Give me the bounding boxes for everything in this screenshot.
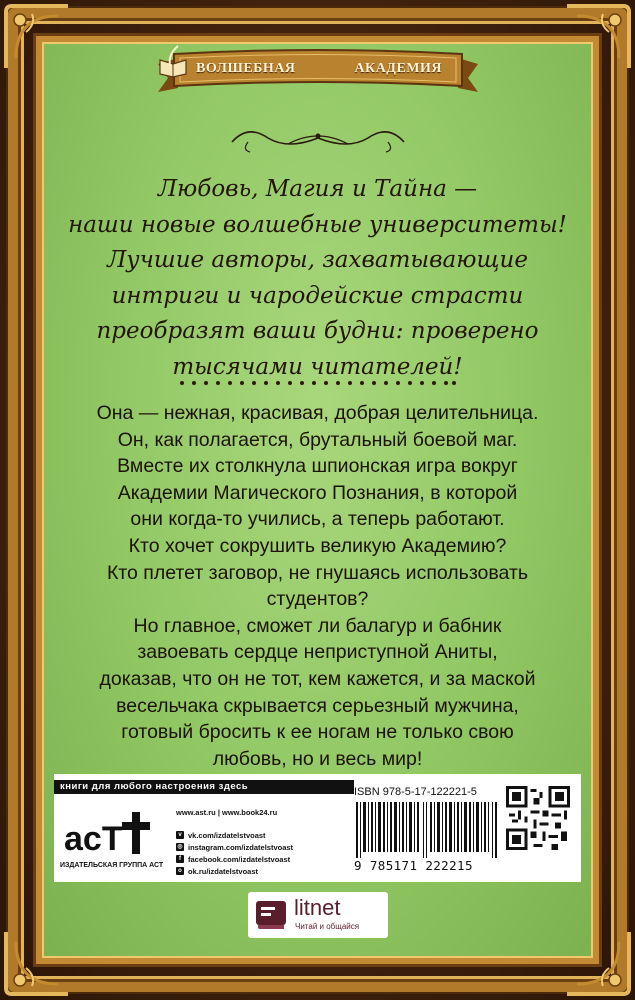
litnet-name: litnet xyxy=(294,895,341,920)
tagline-line: интриги и чародейские страсти xyxy=(111,282,524,309)
barcode xyxy=(354,802,500,858)
social-link-ok[interactable]: o ok.ru/izdatelstvoast xyxy=(176,865,293,877)
tagline-line: Лучшие авторы, захватывающие xyxy=(107,247,528,273)
blurb-line: они когда-то учились, а теперь работают. xyxy=(130,508,505,531)
qr-code-icon[interactable] xyxy=(506,786,570,850)
instagram-icon: ◎ xyxy=(177,844,183,850)
publisher-slogan: книги для любого настроения здесь xyxy=(54,780,354,794)
blurb-line: Он, как полагается, брутальный боевой маг. xyxy=(117,428,518,451)
barcode-number: 9 785171 222215 xyxy=(354,858,473,873)
social-link-instagram[interactable]: ◎ instagram.com/izdatelstvoast xyxy=(177,842,294,852)
ok-icon: o xyxy=(176,867,184,875)
corner-ornament-icon xyxy=(563,2,633,72)
ast-logo-icon xyxy=(62,808,152,858)
ast-logo-text: acT xyxy=(64,820,123,858)
social-link-facebook[interactable]: f facebook.com/izdatelstvoast xyxy=(176,853,293,865)
blurb-line: готовый бросить к ее ногам не только свою xyxy=(121,721,514,744)
blurb-line: Кто плетет заговор, не гнушаясь использовать xyxy=(106,561,529,584)
vk-icon: v xyxy=(176,831,184,839)
banner-left-word: ВОЛШЕБНАЯ xyxy=(196,61,296,76)
publisher-links xyxy=(176,808,293,877)
flourish-ornament-icon xyxy=(228,120,408,156)
facebook-icon: f xyxy=(176,855,184,863)
corner-ornament-icon xyxy=(2,928,72,998)
litnet-book-icon xyxy=(254,898,288,932)
litnet-slogan: Читай и общайся xyxy=(295,922,360,931)
series-tagline xyxy=(60,172,575,385)
blurb-line: доказав, что он не тот, кем кажется, и за маской xyxy=(99,667,536,690)
tagline-line: Любовь, Магия и Тайна — xyxy=(157,176,478,202)
litnet-badge[interactable] xyxy=(248,892,388,938)
isbn-label: ISBN 978-5-17-122221-5 xyxy=(354,786,477,798)
publisher-caption: ИЗДАТЕЛЬСКАЯ ГРУППА АСТ xyxy=(60,862,164,869)
dotted-divider xyxy=(178,378,458,388)
corner-ornament-icon xyxy=(563,928,633,998)
banner-right-word: АКАДЕМИЯ xyxy=(354,61,442,76)
blurb-line: Академии Магического Познания, в которой xyxy=(117,481,518,504)
blurb-line: любовь, но и весь мир! xyxy=(212,747,423,770)
series-banner xyxy=(158,44,478,98)
open-book-quill-icon xyxy=(158,44,188,78)
website-links[interactable]: www.ast.ru | www.book24.ru xyxy=(176,808,278,817)
tagline-line: тысячами читателей! xyxy=(172,353,463,380)
blurb-line: Она — нежная, красивая, добрая целительница. xyxy=(96,402,539,424)
tagline-line: наши новые волшебные университеты! xyxy=(68,211,567,238)
blurb-line: Но главное, сможет ли балагур и бабник xyxy=(133,614,502,637)
blurb-line: студентов? xyxy=(266,588,369,611)
corner-ornament-icon xyxy=(2,2,72,72)
tagline-line: преобразят ваши будни: проверено xyxy=(96,318,539,344)
book-blurb xyxy=(56,400,579,772)
blurb-line: Кто хочет сокрушить великую Академию? xyxy=(128,534,507,557)
blurb-line: весельчака скрывается серьезный мужчина, xyxy=(116,694,519,717)
blurb-line: Вместе их столкнула шпионская игра вокруг xyxy=(117,455,518,478)
publisher-info-block xyxy=(54,774,581,882)
blurb-line: завоевать сердце неприступной Аниты, xyxy=(137,641,498,664)
social-link-vk[interactable]: v vk.com/izdatelstvoast xyxy=(176,829,293,841)
